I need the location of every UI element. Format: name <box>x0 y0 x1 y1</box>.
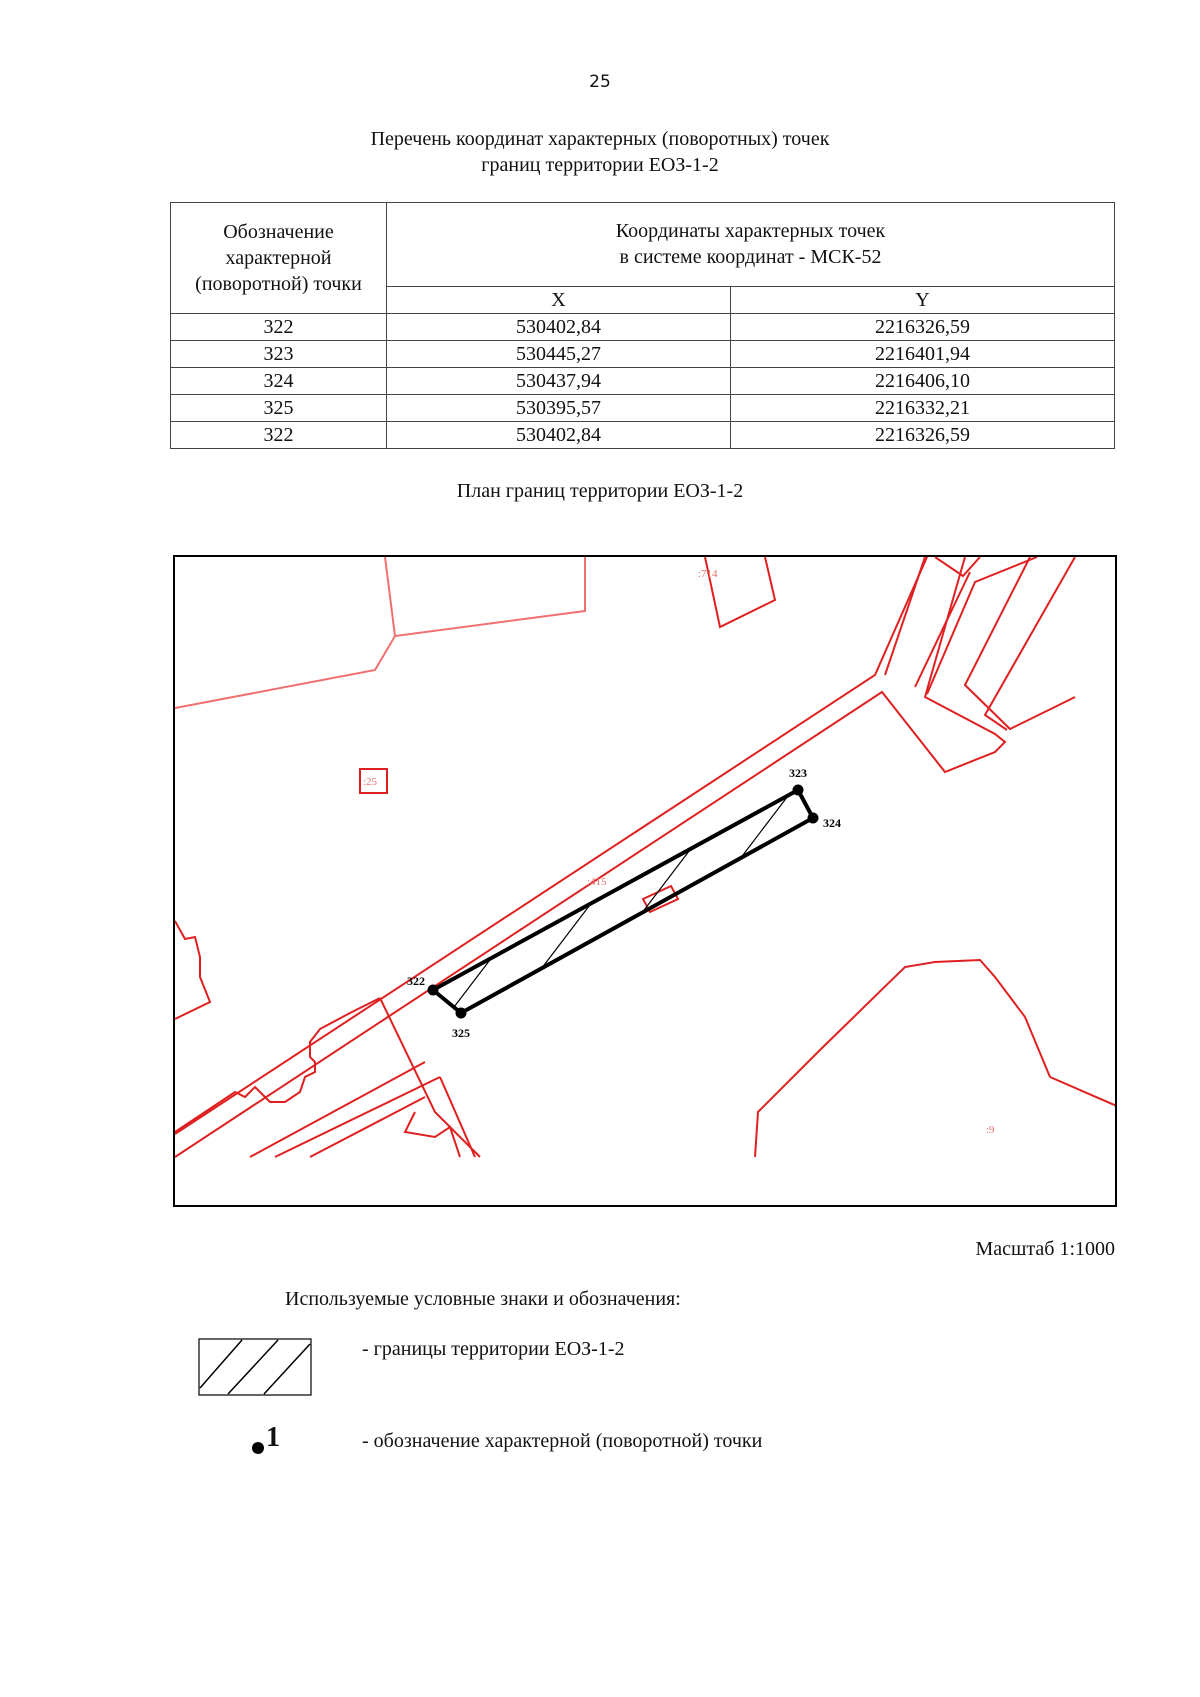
header-x: X <box>387 286 731 313</box>
header-point-line2: характерной <box>225 247 332 269</box>
legend-territory-text: - границы территории ЕОЗ-1-2 <box>362 1338 625 1360</box>
header-point-line3: (поворотной) точки <box>195 273 362 295</box>
point-label-325: 325 <box>452 1026 470 1040</box>
header-point <box>171 203 387 314</box>
territory-boundary <box>433 790 813 1013</box>
cell-y: 2216401,94 <box>730 341 1114 368</box>
parcel-labels <box>363 568 995 1136</box>
characteristic-points <box>407 766 841 1040</box>
table-row <box>171 422 1115 449</box>
legend-point-text: - обозначение характерной (поворотной) точки <box>362 1430 763 1452</box>
header-coords-line2: в системе координат - МСК-52 <box>619 246 882 269</box>
legend-title: Используемые условные знаки и обозначения: <box>285 1288 681 1310</box>
cell-y: 2216326,59 <box>730 314 1114 341</box>
cell-y: 2216326,59 <box>730 422 1114 449</box>
legend-hatch-swatch <box>198 1338 312 1396</box>
table-row <box>171 341 1115 368</box>
point-marker-322 <box>428 985 439 996</box>
cell-point: 322 <box>171 422 387 449</box>
parcel-label-714: :714 <box>698 568 718 580</box>
cell-x: 530395,57 <box>387 395 731 422</box>
point-marker-323 <box>793 785 804 796</box>
plan-title: План границ территории ЕОЗ-1-2 <box>456 480 744 502</box>
boundary-plan-map <box>173 555 1117 1207</box>
coordinates-table <box>170 202 1115 449</box>
cell-x: 530445,27 <box>387 341 731 368</box>
table-row <box>171 368 1115 395</box>
header-coords-line1: Координаты характерных точек <box>615 220 886 243</box>
header-coords <box>387 203 1115 287</box>
header-y: Y <box>730 286 1114 313</box>
cell-y: 2216332,21 <box>730 395 1114 422</box>
cell-point: 322 <box>171 314 387 341</box>
table-title-line1: Перечень координат характерных (поворотных) точек <box>370 128 830 150</box>
scale-label: Масштаб 1:1000 <box>975 1238 1115 1260</box>
parcel-label-415: :415 <box>587 876 607 888</box>
point-label-323: 323 <box>789 766 807 780</box>
point-marker-324 <box>808 813 819 824</box>
parcel-label-25: :25 <box>363 776 378 788</box>
cell-x: 530402,84 <box>387 422 731 449</box>
map-drawing <box>175 557 1117 1207</box>
header-point-line1: Обозначение <box>223 221 334 243</box>
point-label-324: 324 <box>823 816 841 830</box>
point-dot-icon <box>252 1442 264 1454</box>
territory-eoz-1-2 <box>433 767 813 1032</box>
cell-point: 324 <box>171 368 387 395</box>
cell-point: 323 <box>171 341 387 368</box>
legend-point-symbol <box>252 1422 292 1456</box>
page-number: 25 <box>589 72 611 92</box>
table-row <box>171 314 1115 341</box>
cell-y: 2216406,10 <box>730 368 1114 395</box>
table-title-line2: границ территории ЕОЗ-1-2 <box>481 154 719 176</box>
point-label-322: 322 <box>407 974 425 988</box>
territory-hatching <box>435 767 810 1032</box>
parcel-label-9: :9 <box>986 1124 995 1136</box>
cell-point: 325 <box>171 395 387 422</box>
parcel-boundaries <box>175 557 1117 1157</box>
table-row <box>171 395 1115 422</box>
legend-point-number: 1 <box>266 1422 280 1453</box>
point-marker-325 <box>456 1008 467 1019</box>
cell-x: 530402,84 <box>387 314 731 341</box>
cell-x: 530437,94 <box>387 368 731 395</box>
